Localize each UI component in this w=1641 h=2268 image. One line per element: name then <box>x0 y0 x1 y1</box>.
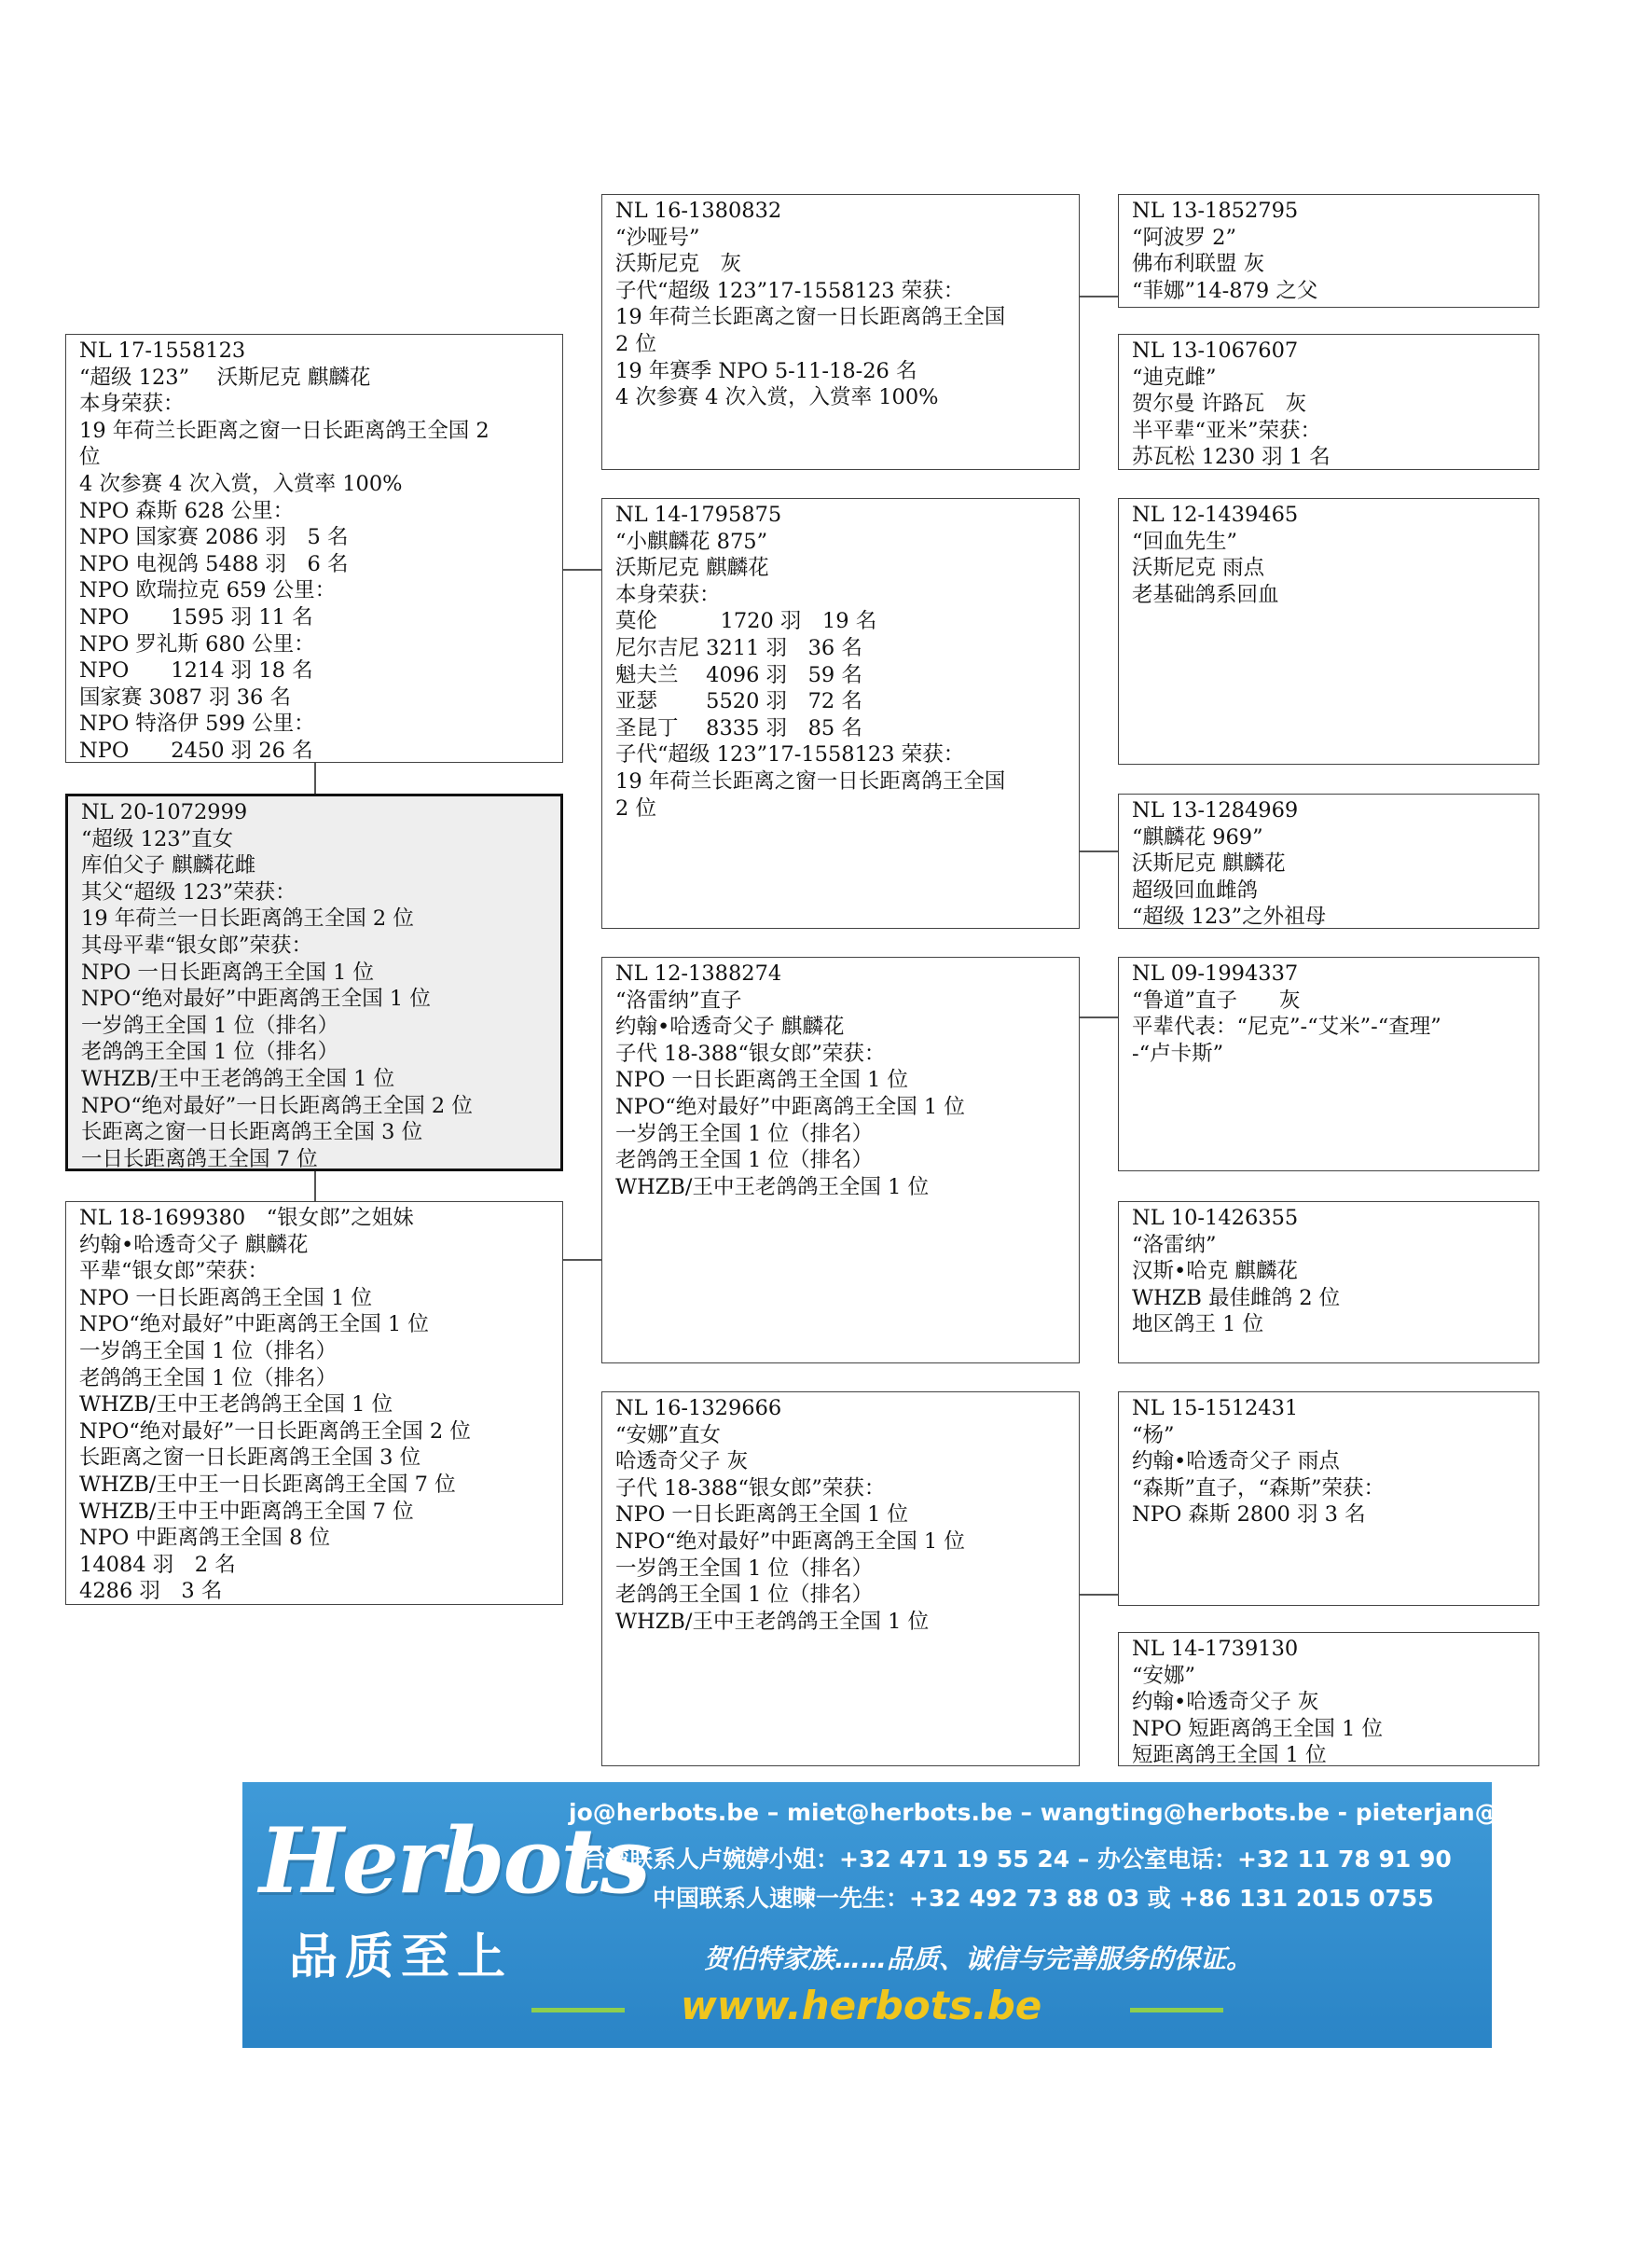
connector <box>1079 850 1118 852</box>
pedigree-line: NL 14-1795875 <box>615 503 782 527</box>
sd-dam-lines <box>1132 797 1525 931</box>
pedigree-line: WHZB/王中王老鸽鸽王全国 1 位 <box>81 1066 395 1091</box>
herbots-logo: Herbots <box>259 1808 649 1914</box>
pedigree-line: NL 12-1439465 <box>1132 503 1299 527</box>
pedigree-line: 地区鸽王 1 位 <box>1132 1312 1264 1337</box>
pedigree-line: WHZB/王中王老鸽鸽王全国 1 位 <box>615 1174 930 1199</box>
pedigree-line: 一岁鸽王全国 1 位（排名） <box>81 1013 339 1038</box>
pedigree-line: 老鸽鸽王全国 1 位（排名） <box>615 1583 874 1608</box>
pedigree-line: “安娜”直女 <box>615 1422 722 1447</box>
pedigree-line: “菲娜”14-879 之父 <box>1132 278 1318 303</box>
pedigree-line: NPO“绝对最好”一日长距离鸽王全国 2 位 <box>81 1093 473 1118</box>
pedigree-line: 魁夫兰 4096 羽 59 名 <box>615 662 862 687</box>
pedigree-line: 超级回血雌鸽 <box>1132 878 1259 903</box>
pedigree-line: 4 次参赛 4 次入赏，入赏率 100% <box>79 471 403 496</box>
pedigree-line: 其母平辈“银女郎”荣获： <box>81 933 313 958</box>
pedigree-line: WHZB/王中王老鸽鸽王全国 1 位 <box>615 1609 930 1634</box>
pedigree-line: 佛布利联盟 灰 <box>1132 252 1265 277</box>
pedigree-line: “小麒麟花 875” <box>615 529 768 554</box>
pedigree-line: NPO 电视鸽 5488 羽 6 名 <box>79 551 349 576</box>
website-link[interactable]: www.herbots.be <box>681 1983 1042 2028</box>
ds-dam-card <box>1118 1201 1539 1363</box>
pedigree-line: NPO 罗礼斯 680 公里： <box>79 631 315 657</box>
ss-dam-card <box>1118 334 1539 470</box>
pedigree-line: 子代“超级 123”17-1558123 荣获： <box>615 742 965 768</box>
pedigree-line: 圣昆丁 8335 羽 85 名 <box>615 715 862 740</box>
pedigree-line: NPO“绝对最好”中距离鸽王全国 1 位 <box>81 987 431 1012</box>
pedigree-line: 平辈“银女郎”荣获： <box>79 1259 269 1284</box>
pedigree-line: NPO 中距离鸽王全国 8 位 <box>79 1526 331 1551</box>
pedigree-line: NL 10-1426355 <box>1132 1206 1299 1230</box>
pedigree-line: WHZB 最佳雌鸽 2 位 <box>1132 1285 1341 1310</box>
pedigree-line: 老鸽鸽王全国 1 位（排名） <box>615 1148 874 1173</box>
pedigree-line: NPO 2450 羽 26 名 <box>79 738 313 763</box>
pedigree-line: NPO 一日长距离鸽王全国 1 位 <box>79 1285 373 1310</box>
pedigree-line: 2 位 <box>615 795 656 821</box>
banner-slogan: 品质至上 <box>289 1929 514 1985</box>
herbots-banner <box>242 1782 1641 2048</box>
taiwan-contact: 台湾联系人卢婉婷小姐：+32 471 19 55 24 – 办公室电话：+32 11 78 91 90 <box>583 1846 1452 1873</box>
dam-card <box>65 1201 563 1605</box>
pedigree-line: 苏瓦松 1230 羽 1 名 <box>1132 445 1331 470</box>
dd-dam-card <box>1118 1632 1539 1766</box>
pedigree-line: NL 13-1284969 <box>1132 798 1299 823</box>
pedigree-line: NL 12-1388274 <box>615 961 782 986</box>
connector <box>314 763 316 794</box>
pedigree-line: 一岁鸽王全国 1 位（排名） <box>615 1556 874 1581</box>
pedigree-line: 子代 18-388“银女郎”荣获： <box>615 1041 886 1066</box>
connector <box>562 569 601 571</box>
pedigree-line: 约翰•哈透奇父子 麒麟花 <box>615 1015 845 1040</box>
dd-sire-card <box>1118 1391 1539 1606</box>
pedigree-line: “麒麟花 969” <box>1132 824 1263 850</box>
subject-lines <box>81 799 547 1172</box>
pedigree-line: “杨” <box>1132 1422 1175 1447</box>
pedigree-line: 尼尔吉尼 3211 羽 36 名 <box>615 635 862 660</box>
pedigree-line: 约翰•哈透奇父子 雨点 <box>1132 1449 1340 1474</box>
sire-card <box>65 334 563 763</box>
pedigree-line: NPO 森斯 628 公里： <box>79 498 295 523</box>
pedigree-line: 沃斯尼克 雨点 <box>1132 556 1265 581</box>
pedigree-line: “沙哑号” <box>615 225 700 250</box>
pedigree-line: NPO 短距离鸽王全国 1 位 <box>1132 1716 1384 1741</box>
pedigree-line: NPO“绝对最好”中距离鸽王全国 1 位 <box>615 1528 965 1554</box>
sire-sire-lines <box>615 198 1066 411</box>
pedigree-line: NL 17-1558123 <box>79 339 246 363</box>
pedigree-line: 子代“超级 123”17-1558123 荣获： <box>615 278 965 303</box>
pedigree-line: 14084 羽 2 名 <box>79 1552 236 1577</box>
contact-emails[interactable]: jo@herbots.be – miet@herbots.be – wangting@herbots.be - pieterjan@herbots.be <box>569 1799 1641 1826</box>
pedigree-line: NPO“绝对最好”中距离鸽王全国 1 位 <box>79 1312 429 1337</box>
ds-sire-card <box>1118 957 1539 1171</box>
sd-sire-card <box>1118 498 1539 765</box>
pedigree-line: 汉斯•哈克 麒麟花 <box>1132 1259 1298 1284</box>
pedigree-line: 平辈代表：“尼克”-“艾米”-“查理” <box>1132 1015 1441 1040</box>
pedigree-line: 沃斯尼克 灰 <box>615 252 742 277</box>
pedigree-line: 老鸽鸽王全国 1 位（排名） <box>79 1365 338 1390</box>
pedigree-line: 19 年荷兰长距离之窗一日长距离鸽王全国 <box>615 305 1006 330</box>
ss-sire-lines <box>1132 198 1525 304</box>
pedigree-line: -“卢卡斯” <box>1132 1041 1224 1066</box>
pedigree-line: “超级 123” 沃斯尼克 麒麟花 <box>79 365 371 390</box>
pedigree-line: NPO 森斯 2800 羽 3 名 <box>1132 1502 1366 1528</box>
pedigree-line: NL 16-1329666 <box>615 1396 782 1420</box>
sire-sire-card <box>601 194 1080 470</box>
sire-dam-card <box>601 498 1080 929</box>
pedigree-line: 约翰•哈透奇父子 麒麟花 <box>79 1232 309 1257</box>
pedigree-line: NL 16-1380832 <box>615 199 782 223</box>
pedigree-line: “阿波罗 2” <box>1132 225 1236 250</box>
pedigree-line: 本身荣获： <box>79 392 185 417</box>
pedigree-line: NL 09-1994337 <box>1132 961 1299 986</box>
connector <box>1079 1594 1118 1596</box>
pedigree-line: 亚瑟 5520 羽 72 名 <box>615 689 862 714</box>
pedigree-line: “超级 123”直女 <box>81 826 234 851</box>
sire-lines <box>79 338 549 765</box>
pedigree-line: 19 年赛季 NPO 5-11-18-26 名 <box>615 358 917 383</box>
pedigree-line: NL 18-1699380 “银女郎”之姐妹 <box>79 1206 414 1230</box>
pedigree-line: 老鸽鸽王全国 1 位（排名） <box>81 1040 339 1065</box>
pedigree-line: WHZB/王中王一日长距离鸽王全国 7 位 <box>79 1472 456 1497</box>
dam-dam-card <box>601 1391 1080 1766</box>
pedigree-line: NPO 欧瑞拉克 659 公里： <box>79 578 337 603</box>
pedigree-line: NPO 国家赛 2086 羽 5 名 <box>79 525 349 550</box>
pedigree-line: NPO“绝对最好”一日长距离鸽王全国 2 位 <box>79 1418 471 1444</box>
pedigree-line: 约翰•哈透奇父子 灰 <box>1132 1690 1319 1715</box>
pedigree-line: 长距离之窗一日长距离鸽王全国 3 位 <box>79 1445 421 1471</box>
subject-card <box>65 794 563 1171</box>
pedigree-line: NPO“绝对最好”中距离鸽王全国 1 位 <box>615 1094 965 1119</box>
pedigree-line: 沃斯尼克 麒麟花 <box>1132 851 1286 877</box>
pedigree-line: “鲁道”直子 灰 <box>1132 988 1301 1013</box>
pedigree-line: “超级 123”之外祖母 <box>1132 905 1327 930</box>
connector <box>1079 1016 1118 1018</box>
pedigree-line: WHZB/王中王中距离鸽王全国 7 位 <box>79 1499 414 1524</box>
sd-dam-card <box>1118 794 1539 929</box>
pedigree-line: NL 20-1072999 <box>81 800 248 824</box>
pedigree-line: NL 13-1067607 <box>1132 339 1299 363</box>
pedigree-line: 老基础鸽系回血 <box>1132 582 1279 607</box>
dam-dam-lines <box>615 1395 1066 1635</box>
pedigree-line: 沃斯尼克 麒麟花 <box>615 556 769 581</box>
pedigree-line: 半平辈“亚米”荣获： <box>1132 418 1322 443</box>
pedigree-line: 19 年荷兰一日长距离鸽王全国 2 位 <box>81 906 414 932</box>
pedigree-line: NPO 1595 羽 11 名 <box>79 604 313 629</box>
pedigree-line: 短距离鸽王全国 1 位 <box>1132 1743 1327 1768</box>
pedigree-line: 长距离之窗一日长距离鸽王全国 3 位 <box>81 1120 423 1145</box>
ds-dam-lines <box>1132 1205 1525 1338</box>
pedigree-line: NL 13-1852795 <box>1132 199 1299 223</box>
dd-sire-lines <box>1132 1395 1525 1528</box>
pedigree-line: 19 年荷兰长距离之窗一日长距离鸽王全国 2 <box>79 418 490 443</box>
pedigree-line: 贺尔曼 许路瓦 灰 <box>1132 392 1307 417</box>
china-contact: 中国联系人速暕一先生：+32 492 73 88 03 或 +86 131 2015 0755 <box>653 1885 1434 1912</box>
pedigree-line: 19 年荷兰长距离之窗一日长距离鸽王全国 <box>615 768 1006 794</box>
pedigree-line: NL 15-1512431 <box>1132 1396 1299 1420</box>
pedigree-line: “洛雷纳”直子 <box>615 988 742 1013</box>
ds-sire-lines <box>1132 961 1525 1067</box>
dd-dam-lines <box>1132 1636 1525 1769</box>
pedigree-line: WHZB/王中王老鸽鸽王全国 1 位 <box>79 1392 393 1418</box>
decor-line-left <box>531 2008 625 2012</box>
pedigree-line: NPO 1214 羽 18 名 <box>79 658 313 684</box>
pedigree-line: 国家赛 3087 羽 36 名 <box>79 685 291 710</box>
pedigree-line: 一日长距离鸽王全国 7 位 <box>81 1146 318 1171</box>
ss-sire-card <box>1118 194 1539 308</box>
pedigree-line: NPO 一日长距离鸽王全国 1 位 <box>81 960 375 985</box>
pedigree-line: 4 次参赛 4 次入赏，入赏率 100% <box>615 385 939 410</box>
dam-lines <box>79 1205 549 1605</box>
pedigree-line: NPO 一日长距离鸽王全国 1 位 <box>615 1502 909 1528</box>
pedigree-line: 哈透奇父子 灰 <box>615 1449 749 1474</box>
connector <box>1079 296 1118 297</box>
pedigree-line: 位 <box>79 445 101 470</box>
pedigree-line: 库伯父子 麒麟花雌 <box>81 853 256 878</box>
decor-line-right <box>1130 2008 1223 2012</box>
ss-dam-lines <box>1132 338 1525 471</box>
pedigree-line: 本身荣获： <box>615 582 721 607</box>
banner-motto: 贺伯特家族……品质、诚信与完善服务的保证。 <box>704 1943 1253 1974</box>
pedigree-line: 其父“超级 123”荣获： <box>81 879 296 905</box>
pedigree-line: 莫伦 1720 羽 19 名 <box>615 609 877 634</box>
pedigree-line: “洛雷纳” <box>1132 1232 1217 1257</box>
pedigree-line: 子代 18-388“银女郎”荣获： <box>615 1475 886 1500</box>
sd-sire-lines <box>1132 502 1525 608</box>
pedigree-line: 4286 羽 3 名 <box>79 1579 223 1604</box>
dam-sire-lines <box>615 961 1066 1200</box>
pedigree-line: NL 14-1739130 <box>1132 1637 1299 1661</box>
pedigree-line: “安娜” <box>1132 1663 1196 1688</box>
pedigree-line: 一岁鸽王全国 1 位（排名） <box>79 1338 338 1363</box>
dam-sire-card <box>601 957 1080 1363</box>
pedigree-line: NPO 一日长距离鸽王全国 1 位 <box>615 1068 909 1093</box>
sire-dam-lines <box>615 502 1066 822</box>
pedigree-line: NPO 特洛伊 599 公里： <box>79 712 315 737</box>
pedigree-line: “迪克雌” <box>1132 365 1217 390</box>
connector <box>562 1259 601 1261</box>
pedigree-line: 一岁鸽王全国 1 位（排名） <box>615 1121 874 1146</box>
pedigree-line: “回血先生” <box>1132 529 1238 554</box>
pedigree-line: “森斯”直子，“森斯”荣获： <box>1132 1475 1386 1500</box>
pedigree-line: 2 位 <box>615 331 656 356</box>
